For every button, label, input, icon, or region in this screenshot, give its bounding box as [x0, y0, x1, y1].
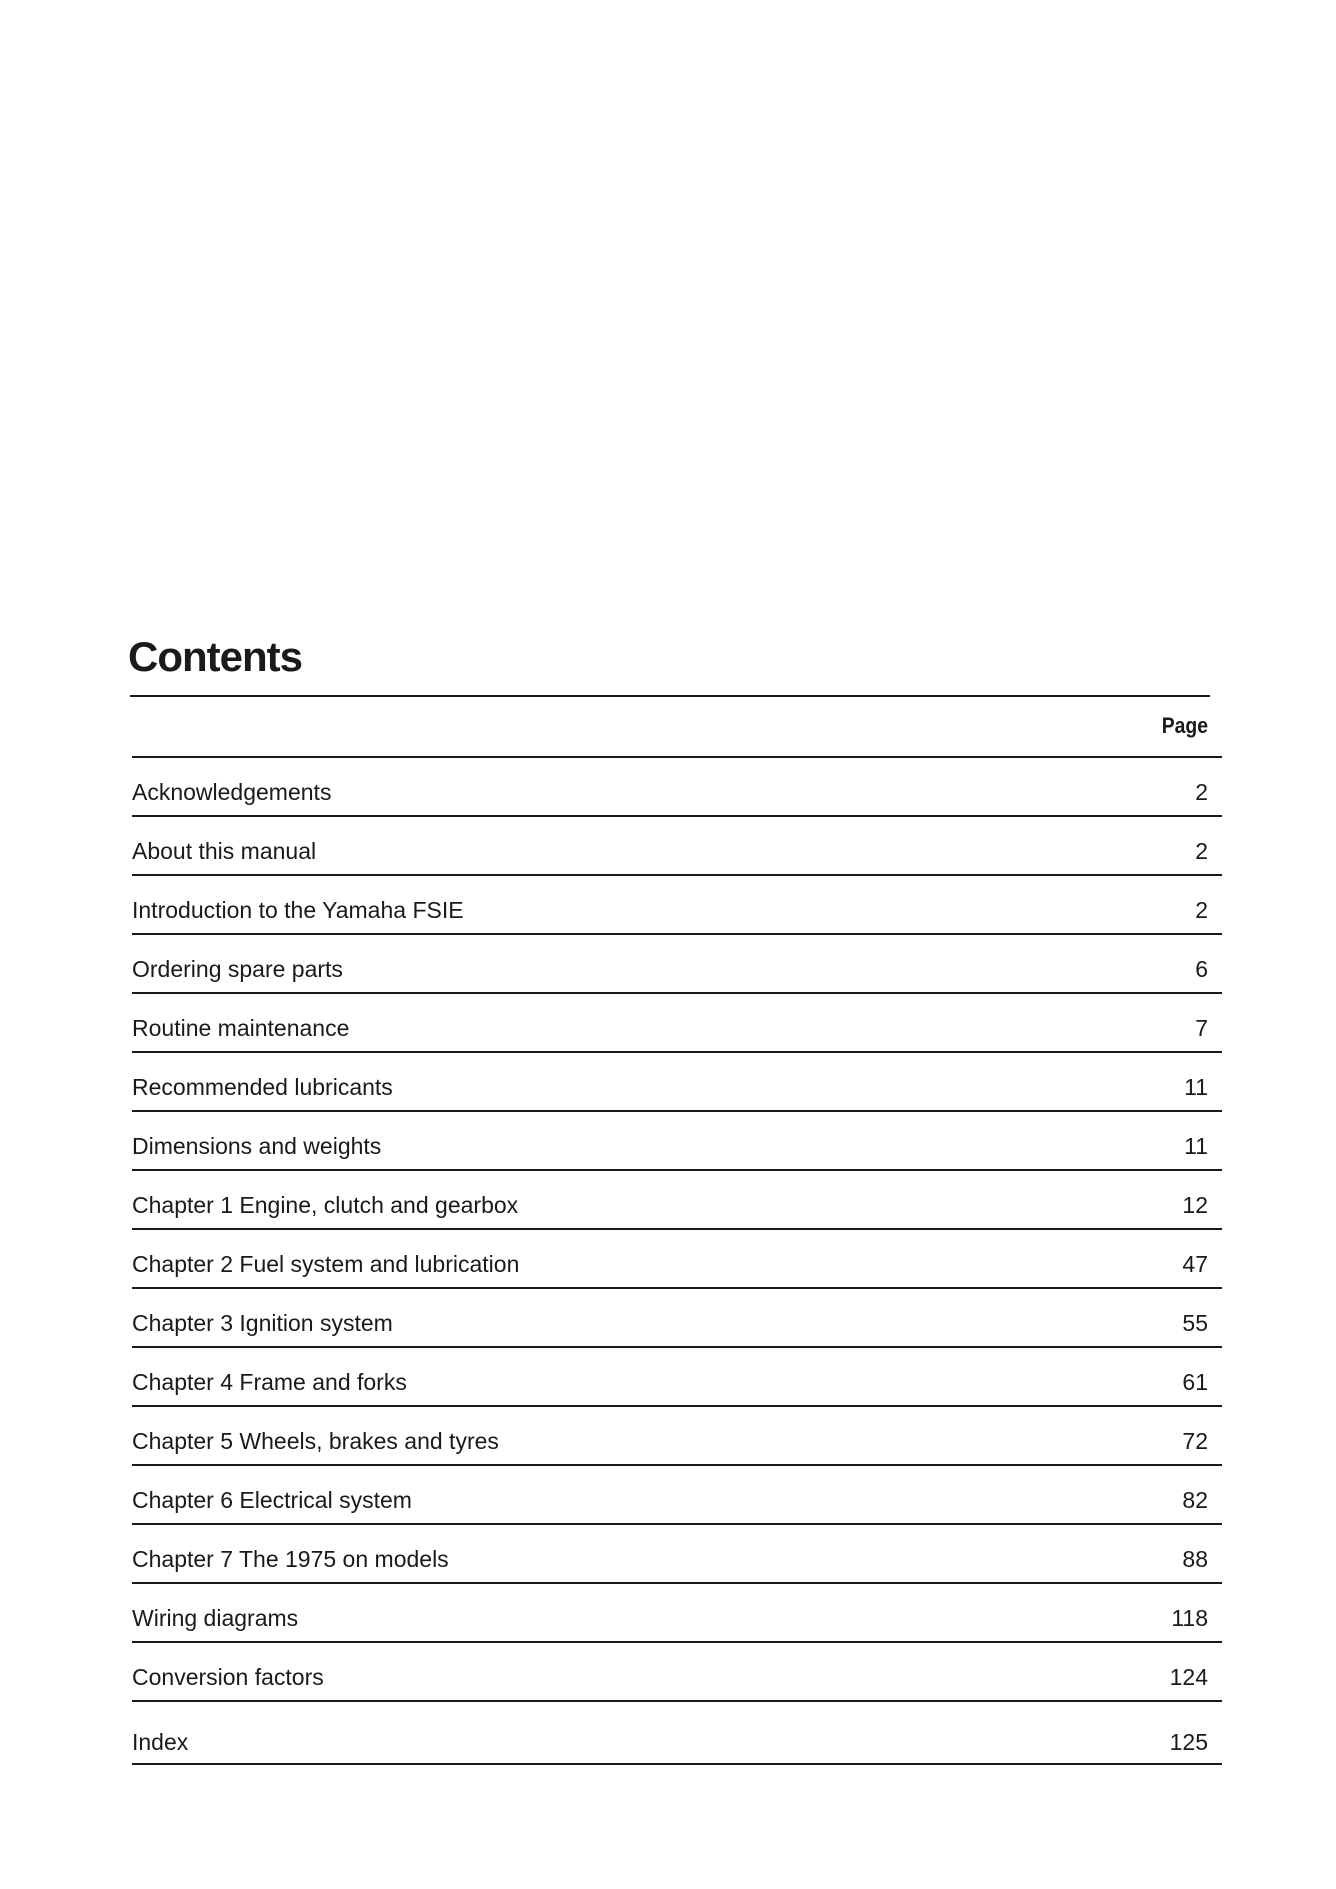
toc-entry-page: 11: [1184, 1074, 1208, 1100]
toc-entry-chapter-2[interactable]: [132, 1230, 1222, 1289]
toc-entry-title: Chapter 3 Ignition system: [132, 1310, 393, 1336]
toc-entry-recommended-lubricants[interactable]: [132, 1053, 1222, 1112]
toc-entry-page: 61: [1182, 1369, 1208, 1395]
toc-entry-title: Chapter 1 Engine, clutch and gearbox: [132, 1192, 519, 1218]
toc-entry-page: 82: [1182, 1487, 1208, 1513]
toc-entry-title: Chapter 5 Wheels, brakes and tyres: [132, 1428, 499, 1454]
title-rule: [130, 695, 1210, 697]
toc-entry-chapter-6[interactable]: [132, 1466, 1222, 1525]
toc-entry-title: Recommended lubricants: [132, 1074, 393, 1100]
toc-entry-acknowledgements[interactable]: [132, 758, 1222, 817]
toc-entry-page: 55: [1182, 1310, 1208, 1336]
toc-entry-page: 72: [1182, 1428, 1208, 1454]
toc-entry-chapter-7[interactable]: [132, 1525, 1222, 1584]
toc-entry-chapter-1[interactable]: [132, 1171, 1222, 1230]
toc-entry-title: Chapter 7 The 1975 on models: [132, 1546, 449, 1572]
toc-entry-title: Acknowledgements: [132, 779, 332, 805]
toc-entry-index[interactable]: [132, 1702, 1222, 1765]
toc-entry-dimensions-and-weights[interactable]: [132, 1112, 1222, 1171]
toc-entry-about-this-manual[interactable]: [132, 817, 1222, 876]
toc-entry-ordering-spare-parts[interactable]: [132, 935, 1222, 994]
toc-entry-page: 11: [1184, 1133, 1208, 1159]
toc-entry-chapter-4[interactable]: [132, 1348, 1222, 1407]
toc-entry-title: Wiring diagrams: [132, 1605, 299, 1631]
toc-entry-chapter-5[interactable]: [132, 1407, 1222, 1466]
toc-entry-title: Dimensions and weights: [132, 1133, 382, 1159]
toc-entry-page: 2: [1195, 779, 1208, 805]
toc-entry-page: 118: [1171, 1605, 1208, 1631]
toc-entry-introduction[interactable]: [132, 876, 1222, 935]
toc-entry-conversion-factors[interactable]: [132, 1643, 1222, 1702]
toc-entry-title: Chapter 4 Frame and forks: [132, 1369, 407, 1395]
toc-entry-page: 125: [1169, 1729, 1208, 1755]
toc-entry-page: 124: [1169, 1664, 1208, 1690]
toc-entry-page: 88: [1182, 1546, 1208, 1572]
contents-list: [132, 756, 1222, 1765]
toc-entry-routine-maintenance[interactable]: [132, 994, 1222, 1053]
toc-entry-title: About this manual: [132, 838, 317, 864]
toc-entry-page: 6: [1195, 956, 1208, 982]
toc-entry-wiring-diagrams[interactable]: [132, 1584, 1222, 1643]
toc-entry-page: 7: [1195, 1015, 1208, 1041]
toc-entry-title: Chapter 6 Electrical system: [132, 1487, 412, 1513]
toc-entry-title: Conversion factors: [132, 1664, 324, 1690]
toc-entry-page: 12: [1182, 1192, 1208, 1218]
page-column-header: Page: [1161, 713, 1208, 738]
toc-entry-title: Ordering spare parts: [132, 956, 343, 982]
toc-entry-page: 47: [1182, 1251, 1208, 1277]
toc-entry-title: Index: [132, 1729, 189, 1755]
toc-entry-title: Chapter 2 Fuel system and lubrication: [132, 1251, 520, 1277]
page-title: Contents: [128, 633, 302, 680]
toc-entry-title: Introduction to the Yamaha FSIE: [132, 897, 464, 923]
toc-entry-chapter-3[interactable]: [132, 1289, 1222, 1348]
toc-entry-title: Routine maintenance: [132, 1015, 350, 1041]
toc-entry-page: 2: [1195, 838, 1208, 864]
toc-entry-page: 2: [1195, 897, 1208, 923]
